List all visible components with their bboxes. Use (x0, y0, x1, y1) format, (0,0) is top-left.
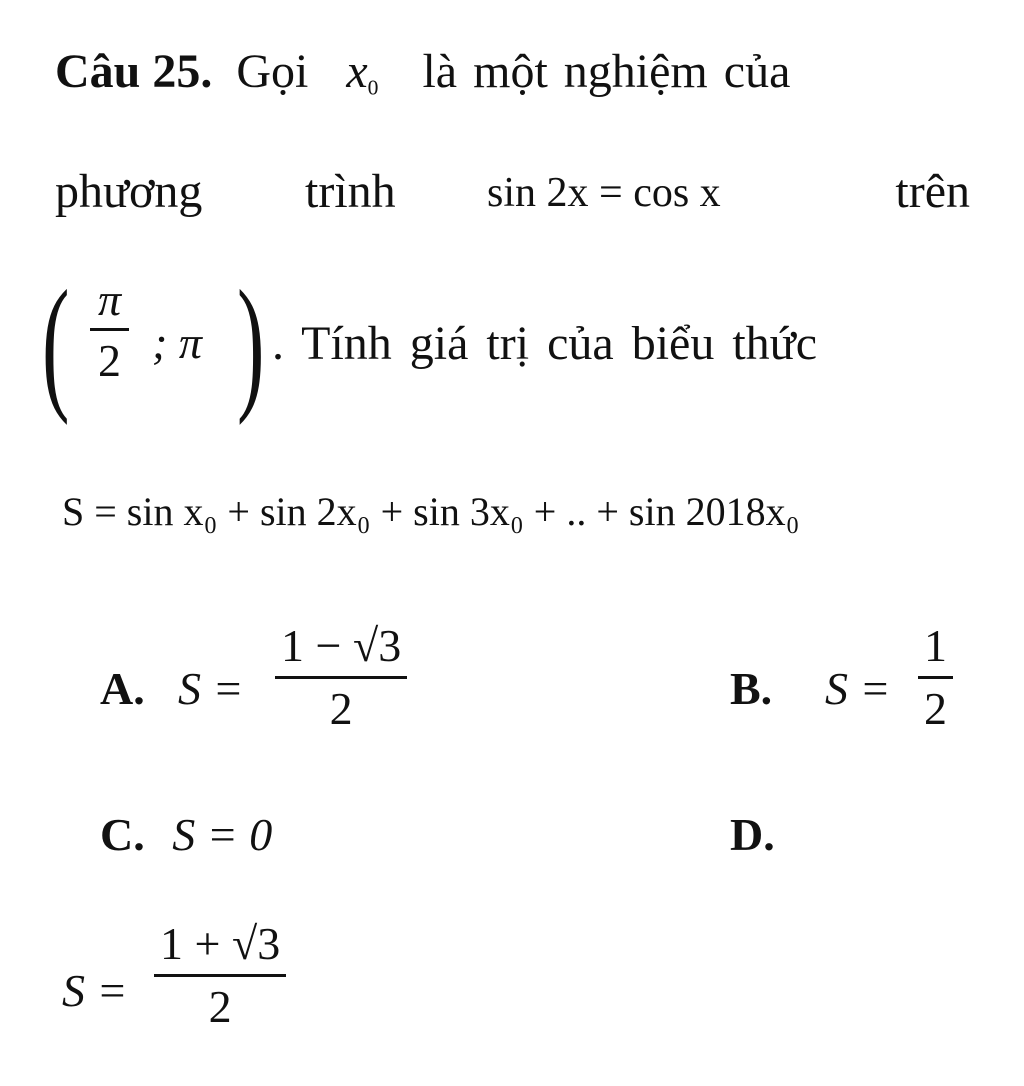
option-c-value: S = 0 (172, 809, 273, 860)
option-a-lhs: S = (178, 663, 244, 714)
option-c[interactable] (100, 808, 272, 861)
question-intro: Gọi (236, 45, 309, 98)
option-c-label: C. (100, 809, 145, 860)
compute-instruction: . Tính giá trị của biểu thức (272, 317, 817, 370)
left-paren: ( (42, 260, 70, 426)
option-d[interactable] (730, 808, 775, 861)
question-label: Câu 25. (55, 45, 213, 98)
option-b-lhs: S = (825, 663, 891, 714)
interval (42, 260, 265, 426)
option-a-fraction: $\frac{1 - √3}{2}$ (275, 622, 407, 734)
question-line-2 (55, 165, 970, 218)
word-tren: trên (895, 165, 970, 218)
option-b-label: B. (730, 663, 773, 714)
option-a-label: A. (100, 663, 145, 714)
right-paren: ) (237, 260, 265, 426)
word-phuong: phương (55, 165, 203, 218)
question-intro-rest: là một nghiệm của (422, 45, 791, 98)
option-d-lhs: S = (62, 965, 128, 1016)
option-d-label: D. (730, 809, 775, 860)
question-line-1 (55, 45, 791, 100)
option-b-fraction: $\frac{1}{2}$ (918, 622, 953, 734)
word-trinh: trình (305, 165, 396, 218)
option-d-fraction: $\frac{1 + √3}{2}$ (154, 920, 286, 1032)
equation: sin 2x = cos x (487, 170, 721, 216)
interval-fraction: $\frac{\pi}{2}$ (90, 276, 129, 386)
interval-upper: ; π (152, 317, 202, 368)
sum-expression: S = sin x₀ + sin 2x₀ + sin 3x₀ + .. + sin 2018x₀ (62, 489, 800, 534)
x0-symbol: $x_0$ (346, 45, 379, 100)
